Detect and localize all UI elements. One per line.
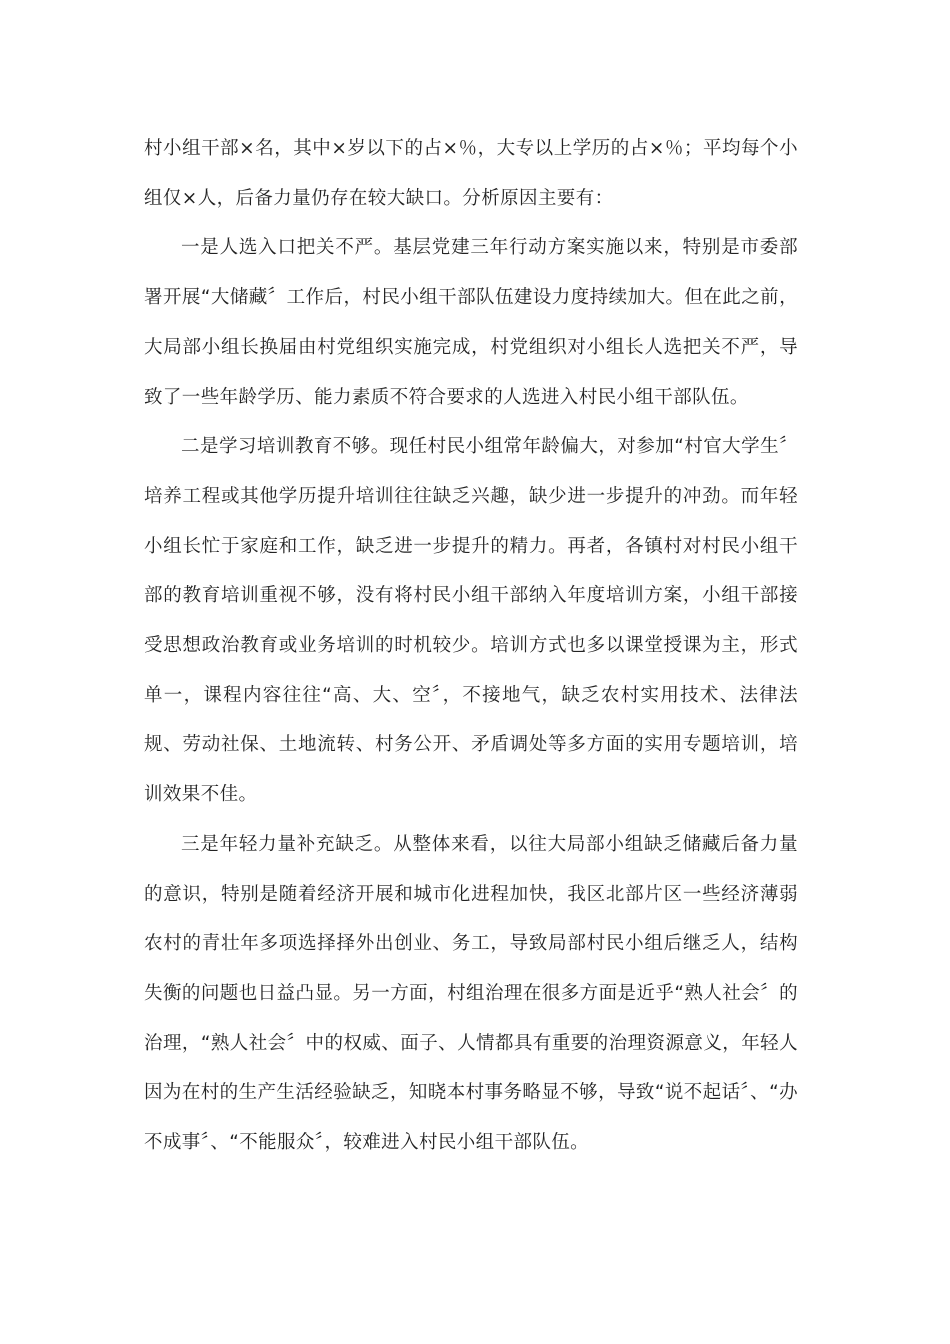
paragraph-reason-three: 三是年轻力量补充缺乏。从整体来看，以往大局部小组缺乏储藏后备力量的意识，特别是随着经济开展和城市化进程加快，我区北部片区一些经济薄弱农村的青壮年多项选择择外出创业、务工，导致局部村民小组后继乏人，结构失衡的问题也日益凸显。另一方面，村组治理在很多方面是近乎“熟人社会〞的治理，“熟人社会〞中的权威、面子、人情都具有重要的治理资源意义，年轻人因为在村的生产生活经验缺乏，知晓本村事务略显不够，导致“说不起话〞、“办不成事〞、“不能服众〞，较难进入村民小组干部队伍。 (144, 833, 798, 1154)
paragraph-reason-one: 一是人选入口把关不严。基层党建三年行动方案实施以来，特别是市委部署开展“大储藏〞工作后，村民小组干部队伍建设力度持续加大。但在此之前，大局部小组长换届由村党组织实施完成，村党组织对小组长人选把关不严，导致了一些年龄学历、能力素质不符合要求的人选进入村民小组干部队伍。 (144, 237, 798, 408)
paragraph-continuation: 村小组干部×名，其中×岁以下的占×％，大专以上学历的占×％；平均每个小组仅×人，后备力量仍存在较大缺口。分析原因主要有： (144, 138, 798, 209)
paragraph-reason-two: 二是学习培训教育不够。现任村民小组常年龄偏大，对参加“村官大学生〞培养工程或其他学历提升培训往往缺乏兴趣，缺少进一步提升的冲劲。而年轻小组长忙于家庭和工作，缺乏进一步提升的精力。再者，各镇村对村民小组干部的教育培训重视不够，没有将村民小组干部纳入年度培训方案，小组干部接受思想政治教育或业务培训的时机较少。培训方式也多以课堂授课为主，形式单一，课程内容往往“高、大、空〞，不接地气，缺乏农村实用技术、法律法规、劳动社保、土地流转、村务公开、矛盾调处等多方面的实用专题培训，培训效果不佳。 (144, 436, 798, 806)
document-body (144, 124, 798, 1168)
